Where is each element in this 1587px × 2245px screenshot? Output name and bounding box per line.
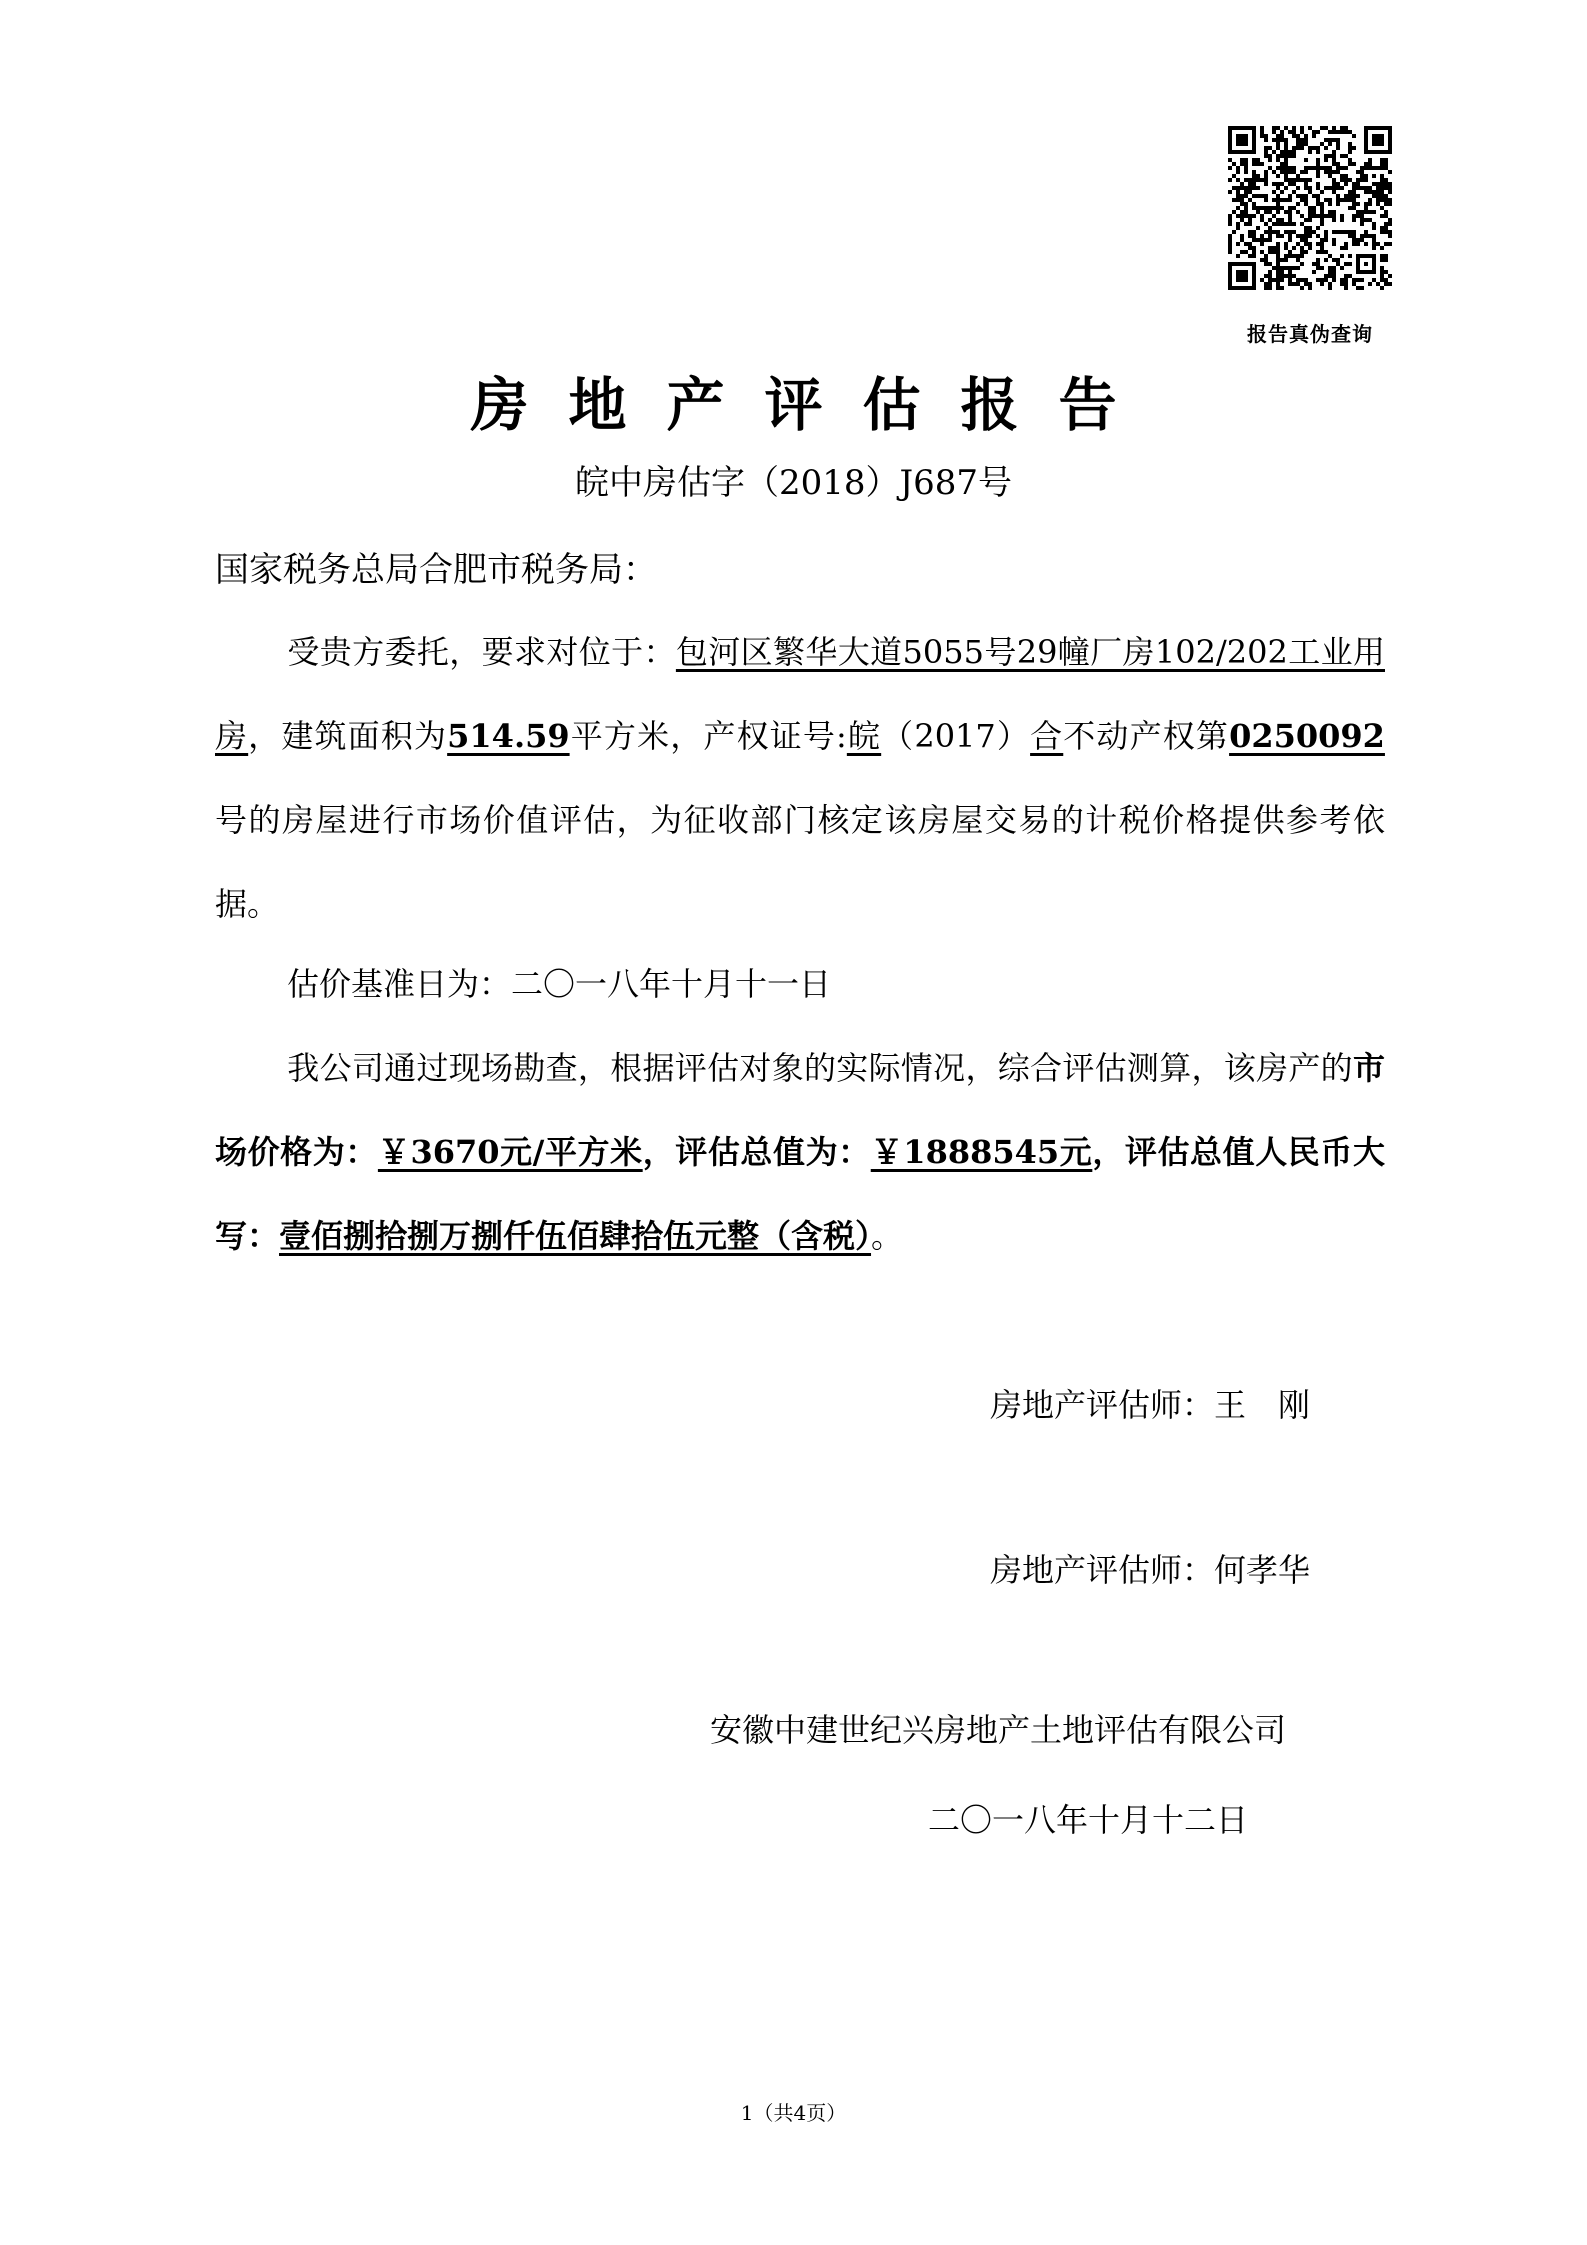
report-title: 房地产评估报告 [470,371,1157,439]
page-number: 1（共4页） [740,2101,847,2125]
appraiser-signature-1: 房地产评估师：王 刚 [990,1386,1311,1424]
property-address: 包河区繁华大道5055号29幢厂房102/202工业用房 [215,633,1385,755]
valuation-date: 二〇一八年十月十一日 [511,965,832,1003]
paragraph-result: 我公司通过现场勘查，根据评估对象的实际情况，综合评估测算，该房产的市场价格为：￥3670元/平方米，评估总值为：￥1888545元，评估总值人民币大写：壹佰捌拾捌万捌仟伍佰肆拾伍元整（含税）。 [215,1049,1385,1255]
paragraph-valuation-date: 估价基准日为：二〇一八年十月十一日 [287,965,832,1003]
total-value: ￥1888545元 [870,1133,1093,1171]
qr-code-icon [1228,126,1392,290]
appraiser-signature-2: 房地产评估师：何孝华 [990,1551,1311,1589]
total-value-chinese: 壹佰捌拾捌万捌仟伍佰肆拾伍元整（含税） [279,1217,872,1255]
unit-price: ￥3670元/平方米 [377,1133,643,1171]
qr-code[interactable] [1228,126,1392,290]
building-area: 514.59 [447,717,570,755]
certificate-number: 0250092 [1229,717,1385,755]
paragraph-commission: 受贵方委托，要求对位于：包河区繁华大道5055号29幢厂房102/202工业用房，建筑面积为514.59平方米，产权证号:皖（2017）合不动产权第0250092号的房屋进行市场价值评估，为征收部门核定该房屋交易的计税价格提供参考依据。 [215,633,1385,923]
company-name: 安徽中建世纪兴房地产土地评估有限公司 [710,1711,1287,1749]
report-number: 皖中房估字（2018）J687号 [574,463,1013,503]
qr-caption: 报告真伪查询 [1247,322,1373,346]
recipient: 国家税务总局合肥市税务局： [215,550,657,590]
report-date: 二〇一八年十月十二日 [928,1801,1249,1839]
